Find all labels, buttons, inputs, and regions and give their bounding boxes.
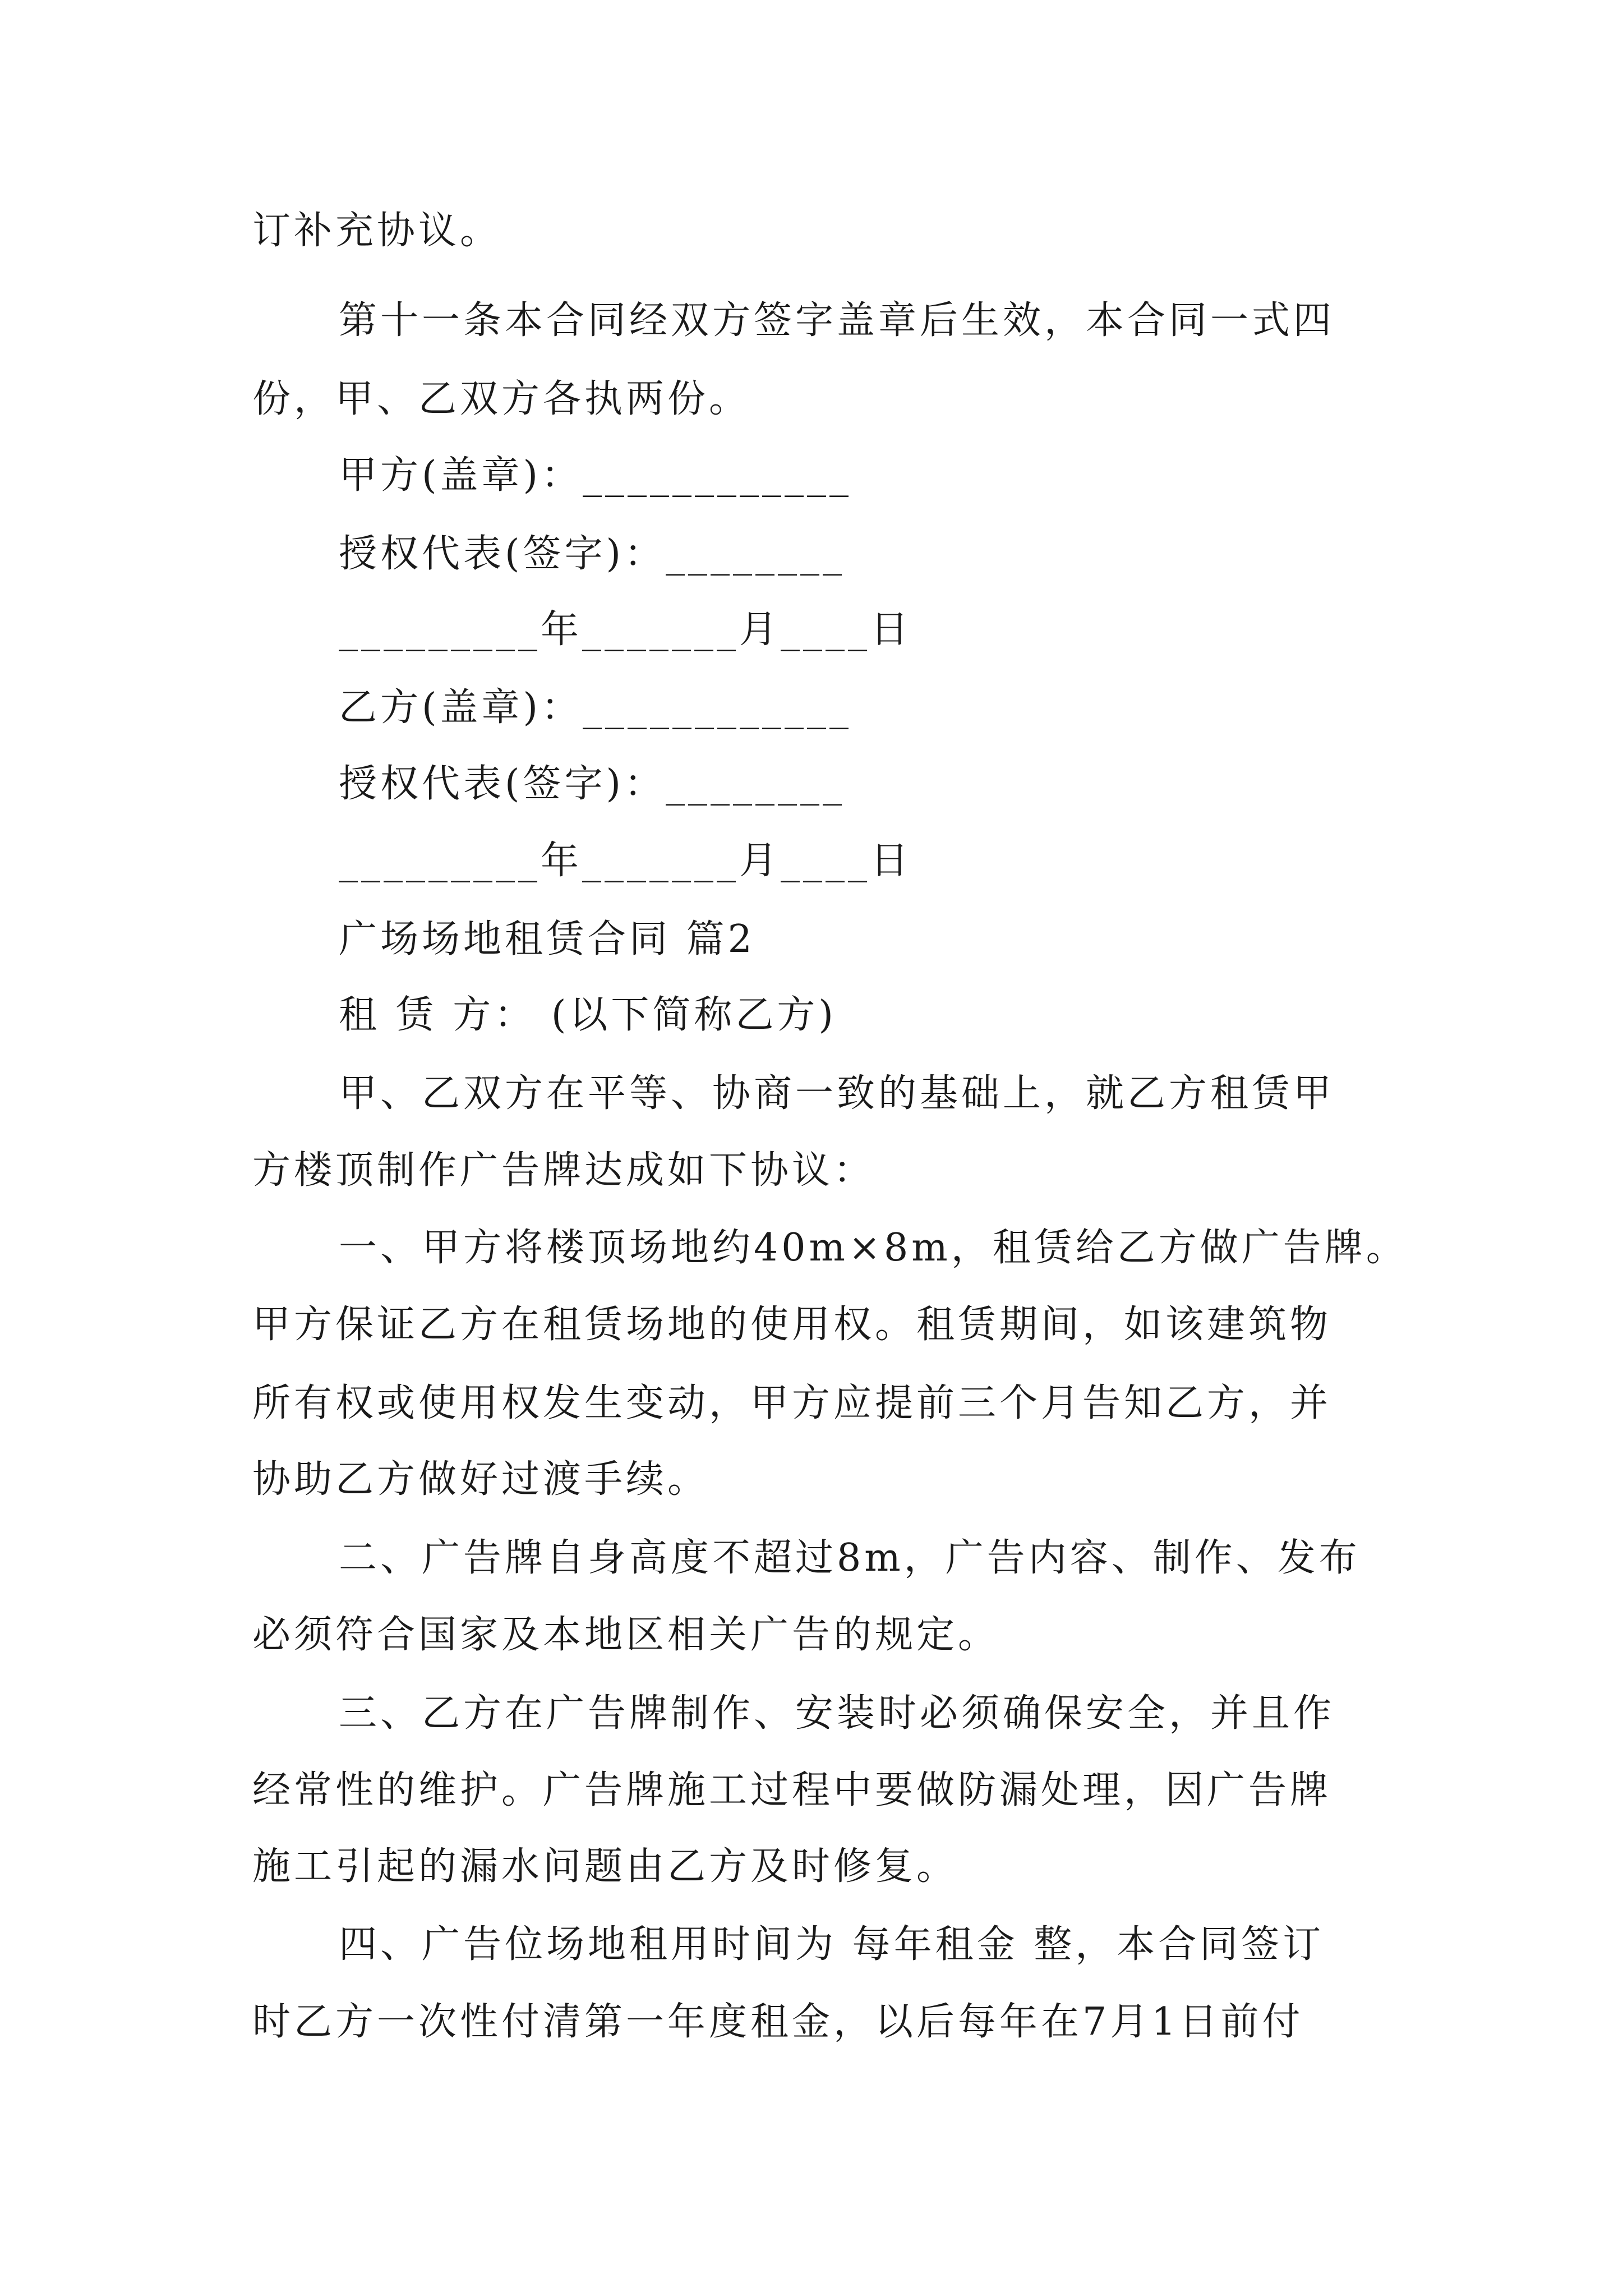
text-line: 甲、乙双方在平等、协商一致的基础上，就乙方租赁甲 xyxy=(339,1071,1335,1116)
text-line: 经常性的维护。广告牌施工过程中要做防漏处理，因广告牌 xyxy=(252,1768,1332,1812)
text-line: 协助乙方做好过渡手续。 xyxy=(252,1457,709,1502)
signature-line-representative: 授权代表(签字)：________ xyxy=(339,762,846,806)
text-line: 租 赁 方： (以下简称乙方) xyxy=(339,993,837,1037)
date-line: _________年_______月____日 xyxy=(339,608,912,652)
text-line: 三、乙方在广告牌制作、安装时必须确保安全，并且作 xyxy=(339,1691,1335,1736)
text-line: 第十一条本合同经双方签字盖章后生效，本合同一式四 xyxy=(339,298,1335,343)
text-line: 订补充协议。 xyxy=(252,209,502,253)
section-heading: 广场场地租赁合同 篇2 xyxy=(339,917,755,961)
text-line: 时乙方一次性付清第一年度租金，以后每年在7月1日前付 xyxy=(252,2000,1304,2044)
text-line: 份，甲、乙双方各执两份。 xyxy=(252,377,751,421)
signature-line-representative: 授权代表(签字)：________ xyxy=(339,532,846,576)
text-line: 甲方保证乙方在租赁场地的使用权。租赁期间，如该建筑物 xyxy=(252,1303,1332,1347)
text-line: 四、广告位场地租用时间为 每年租金 整，本合同签订 xyxy=(339,1922,1325,1967)
text-line: 所有权或使用权发生变动，甲方应提前三个月告知乙方，并 xyxy=(252,1381,1332,1425)
text-line: 方楼顶制作广告牌达成如下协议： xyxy=(252,1148,875,1193)
signature-line-party-b: 乙方(盖章)：____________ xyxy=(339,685,852,730)
date-line: _________年_______月____日 xyxy=(339,839,912,883)
text-line: 二、广告牌自身高度不超过8m，广告内容、制作、发布 xyxy=(339,1536,1361,1580)
text-line: 一、甲方将楼顶场地约40m×8m，租赁给乙方做广告牌。 xyxy=(339,1226,1408,1270)
text-line: 施工引起的漏水问题由乙方及时修复。 xyxy=(252,1844,958,1889)
text-line: 必须符合国家及本地区相关广告的规定。 xyxy=(252,1613,1000,1657)
signature-line-party-a: 甲方(盖章)：____________ xyxy=(339,453,852,498)
